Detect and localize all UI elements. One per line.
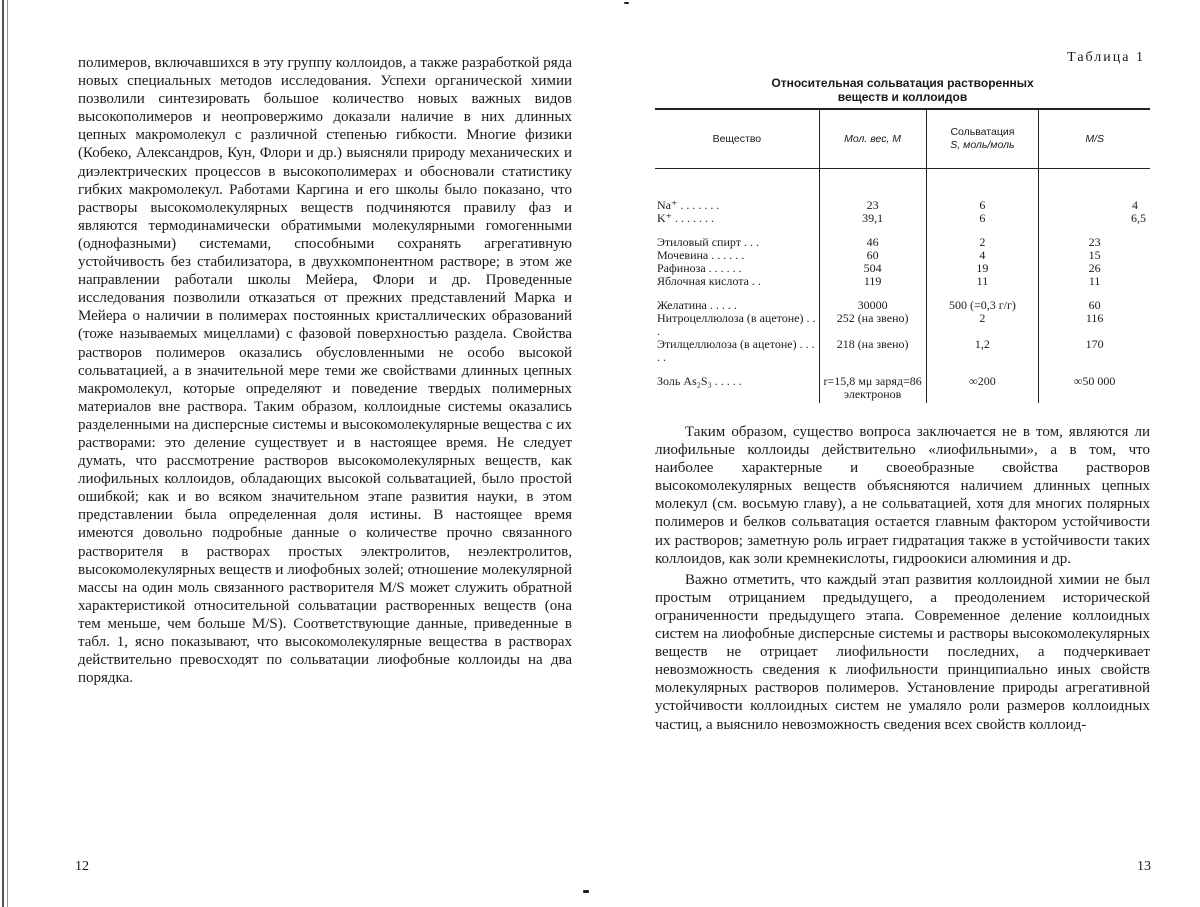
table-row	[655, 212, 1150, 225]
cell-ratio: 6,5	[1039, 212, 1150, 225]
cell-solvation: 4	[926, 249, 1039, 262]
cell-ratio: 15	[1039, 249, 1150, 262]
cell-substance: Нитроцеллюлоза (в ацетоне) . . .	[657, 311, 816, 338]
binding-edge-line	[2, 0, 4, 907]
header-substance: Вещество	[655, 109, 819, 169]
table-caption: Таблица 1	[1067, 50, 1145, 65]
cell-solvation: 11	[926, 275, 1039, 288]
cell-substance: Рафиноза . . . . . .	[657, 261, 742, 275]
table-title-line-2: веществ и коллоидов	[837, 90, 968, 104]
left-page-number: 12	[75, 859, 89, 874]
cell-substance: Этилцеллюлоза (в ацетоне) . . . . .	[657, 337, 815, 364]
table-row	[655, 288, 1150, 312]
table-row	[655, 169, 1150, 213]
cell-solvation: 1,2	[926, 338, 1039, 364]
cell-ratio: ∞50 000	[1039, 364, 1150, 403]
cell-mol-weight: 46	[819, 225, 926, 249]
cell-ratio: 170	[1039, 338, 1150, 364]
table-row	[655, 364, 1150, 403]
cell-solvation: 500 (=0,3 г/г)	[926, 288, 1039, 312]
cell-substance: Этиловый спирт . . .	[657, 235, 759, 249]
cell-substance: K⁺ . . . . . . .	[657, 211, 714, 225]
right-page-number: 13	[1137, 859, 1151, 874]
cell-substance: Яблочная кислота . .	[657, 274, 761, 288]
header-mol-weight: Мол. вес, M	[819, 109, 926, 169]
cell-mol-weight: 119	[819, 275, 926, 288]
cell-mol-weight: 30000	[819, 288, 926, 312]
right-page-paragraph-1: Таким образом, существо вопроса заключается не в том, являются ли лиофильные коллоиды действительно «лиофильными», а в том, что наиболее характерные и своеобразные свойства растворов высокомолекулярных веществ объясняются наличием длинных цепных молекул (см. восьмую главу), а не сольватацией, хотя для многих полярных полимеров и белков сольватация остается главным фактором устойчивости их растворов; заметную роль играет гидратация также в устойчивости таких коллоидов, как золи кремнекислоты, гидроокиси алюминия и др.	[655, 424, 1150, 567]
table-title-line-1: Относительная сольватация растворенных	[771, 76, 1034, 90]
cell-solvation: 2	[926, 312, 1039, 338]
header-ratio: M/S	[1039, 109, 1150, 169]
cell-substance: Мочевина . . . . . .	[657, 248, 745, 262]
cell-mol-weight: 23	[819, 169, 926, 213]
table-header-row	[655, 109, 1150, 169]
cell-solvation: ∞200	[926, 364, 1039, 403]
right-page	[655, 50, 1150, 734]
table-row	[655, 338, 1150, 364]
header-solvation-line-2: S, моль/моль	[950, 139, 1015, 151]
table-row	[655, 312, 1150, 338]
cell-solvation: 6	[926, 169, 1039, 213]
cell-ratio: 23	[1039, 225, 1150, 249]
cell-substance: Na⁺ . . . . . . .	[657, 198, 720, 212]
table-row	[655, 225, 1150, 249]
scan-speck	[624, 2, 629, 4]
cell-mol-weight: 504	[819, 262, 926, 275]
cell-mol-weight: 218 (на звено)	[819, 338, 926, 364]
cell-solvation: 19	[926, 262, 1039, 275]
table-title	[655, 76, 1150, 104]
scan-speck	[583, 890, 589, 893]
header-solvation	[926, 109, 1039, 169]
solvation-table	[655, 108, 1150, 403]
table-row	[655, 275, 1150, 288]
cell-mol-weight: 60	[819, 249, 926, 262]
cell-mol-weight: 252 (на звено)	[819, 312, 926, 338]
cell-ratio: 116	[1039, 312, 1150, 338]
cell-solvation: 6	[926, 212, 1039, 225]
cell-solvation: 2	[926, 225, 1039, 249]
header-solvation-line-1: Сольватация	[950, 126, 1015, 138]
cell-ratio: 60	[1039, 288, 1150, 312]
cell-ratio: 26	[1039, 262, 1150, 275]
cell-substance: Желатина . . . . .	[657, 298, 737, 312]
cell-ratio: 4	[1039, 169, 1150, 213]
cell-mol-weight: 39,1	[819, 212, 926, 225]
right-page-paragraph-2: Важно отметить, что каждый этап развития коллоидной химии не был простым отрицанием предыдущего, а преодолением исторической ограниченности предыдущего этапа. Современное деление коллоидных систем на лиофобные дисперсные системы и растворы высокомолекулярных веществ не отрицает лиофильности последних, а подчеркивает невозможность сведения к лиофильности принципиально иных свойств молекулярных растворов полимеров. Установление природы агрегативной устойчивости коллоидных систем не умаляло роли размеров коллоидных частиц, а выяснило невозможность сведения всех свойств коллоид-	[655, 571, 1150, 733]
cell-ratio: 11	[1039, 275, 1150, 288]
left-page-body-text: полимеров, включавшихся в эту группу коллоидов, а также разработкой ряда новых специальных методов исследования. Успехи органической химии позволили синтезировать большое количество новых важных видов высокополимеров и неопровержимо доказали наличие в них длинных цепных макромолекул с различной степенью гибкости. Многие физики (Кобеко, Александров, Кун, Флори и др.) выясняли природу механических и диэлектрических процессов в высокополимерах и обосновали статистику гибких макромолекул. Работами Каргина и его школы было показано, что растворы высокомолекулярных веществ подчиняются правилу фаз и являются термодинамически обратимыми молекулярными гомогенными (однофазными) системами, способными сохранять агрегативную устойчивость без стабилизатора, в двухкомпонентном растворе; в этом же направлении работали школы Мейера, Флори и др. Проведенные исследования позволили отказаться от прежних представлений Марка и Мейера о наличии в полимерах постоянных кристаллических образований (тоже называемых мицеллами) с фазовой поверхностью раздела. Свойства растворов полимеров оказались обусловленными не особо высокой сольватацией, а в значительной мере теми же свойствами длинных цепных макромолекул, которые определяют и поведение твердых полимерных материалов вне раствора. Таким образом, коллоидные системы оказались разделенными на дисперсные системы и высокомолекулярные вещества с их растворами: это деление существует и в настоящее время. Не следует думать, что рассмотрение растворов высокомолекулярных веществ, как лиофильных коллоидов, обладающих высокой сольватацией, было простой ошибкой; как и во всяком значительном этапе развития науки, в этом представлении была определенная доля истины. В настоящее время имеются довольно подробные данные о количестве прочно связанного растворителя в растворах простых электролитов, неэлектролитов, высокомолекулярных веществ и лиофобных золей; отношение молекулярной массы на один моль связанного растворителя M/S может служить обратной характеристикой относительной сольватации растворенных веществ (она тем меньше, чем больше M/S). Соответствующие данные, приведенные в табл. 1, ясно показывают, что высокомолекулярные вещества в растворах действительно превосходят по сольватации лиофобные коллоиды на два порядка.	[78, 55, 573, 687]
cell-substance: Золь As₂S₃ . . . . .	[657, 374, 742, 388]
binding-edge-line-inner	[7, 0, 8, 907]
cell-mol-weight: r=15,8 мμ заряд=86 электронов	[819, 364, 926, 403]
left-page	[78, 54, 572, 687]
